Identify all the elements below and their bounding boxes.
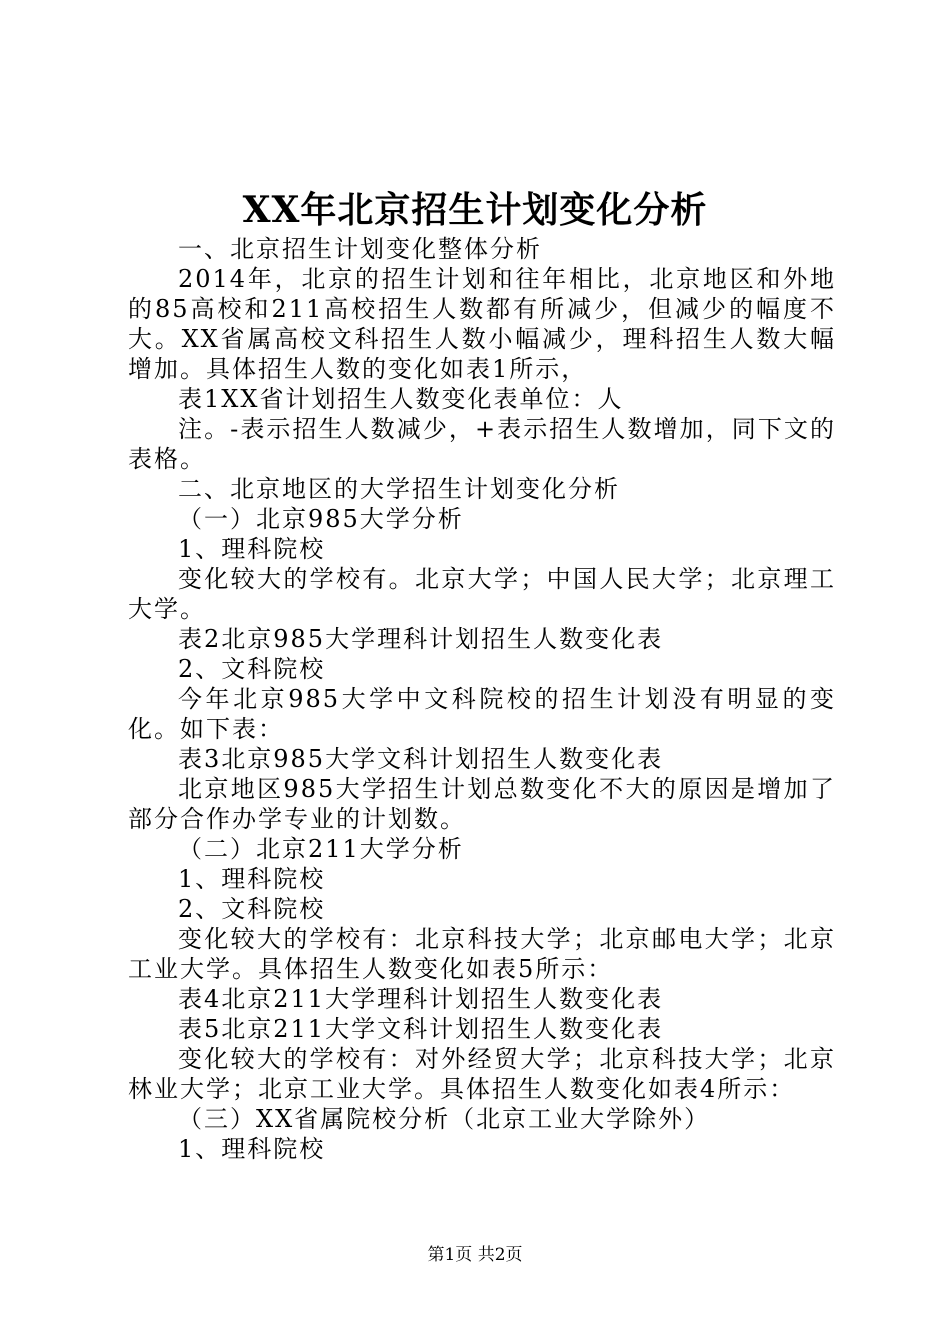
paragraph: 1、理科院校 — [178, 535, 326, 563]
paragraph: 表2北京985大学理科计划招生人数变化表 — [178, 625, 664, 653]
paragraph: 2014年，北京的招生计划和往年相比，北京地区和外地的85高校和211高校招生人数都有所减少，但减少的幅度不大。XX省属高校文科招生人数小幅减少，理科招生人数大幅增加。具体招生人数的变化如表1所示， — [128, 265, 836, 383]
paragraph: （三）XX省属院校分析（北京工业大学除外） — [178, 1105, 711, 1133]
paragraph: （一）北京985大学分析 — [178, 505, 464, 533]
document-title: XX年北京招生计划变化分析 — [242, 189, 708, 231]
paragraph: 北京地区985大学招生计划总数变化不大的原因是增加了部分合作办学专业的计划数。 — [128, 775, 836, 833]
paragraph: 今年北京985大学中文科院校的招生计划没有明显的变化。如下表： — [128, 685, 836, 743]
paragraph: 变化较大的学校有：对外经贸大学；北京科技大学；北京林业大学；北京工业大学。具体招生人数变化如表4所示： — [128, 1045, 836, 1103]
paragraph: 2、文科院校 — [178, 655, 326, 683]
paragraph: 一、北京招生计划变化整体分析 — [178, 235, 542, 263]
paragraph: 表4北京211大学理科计划招生人数变化表 — [178, 985, 664, 1013]
paragraph: 变化较大的学校有：北京科技大学；北京邮电大学；北京工业大学。具体招生人数变化如表5所示： — [128, 925, 836, 983]
page-footer: 第1页 共2页 — [427, 1245, 523, 1265]
paragraph: 表5北京211大学文科计划招生人数变化表 — [178, 1015, 664, 1043]
paragraph: 1、理科院校 — [178, 1135, 326, 1163]
paragraph: 注。-表示招生人数减少，+表示招生人数增加，同下文的表格。 — [128, 415, 836, 473]
document-body — [128, 234, 836, 1164]
paragraph: 表1XX省计划招生人数变化表单位：人 — [178, 385, 624, 413]
paragraph: 变化较大的学校有。北京大学；中国人民大学；北京理工大学。 — [128, 565, 836, 623]
paragraph: 二、北京地区的大学招生计划变化分析 — [178, 475, 620, 503]
paragraph: 表3北京985大学文科计划招生人数变化表 — [178, 745, 664, 773]
paragraph: 2、文科院校 — [178, 895, 326, 923]
paragraph: 1、理科院校 — [178, 865, 326, 893]
paragraph: （二）北京211大学分析 — [178, 835, 464, 863]
